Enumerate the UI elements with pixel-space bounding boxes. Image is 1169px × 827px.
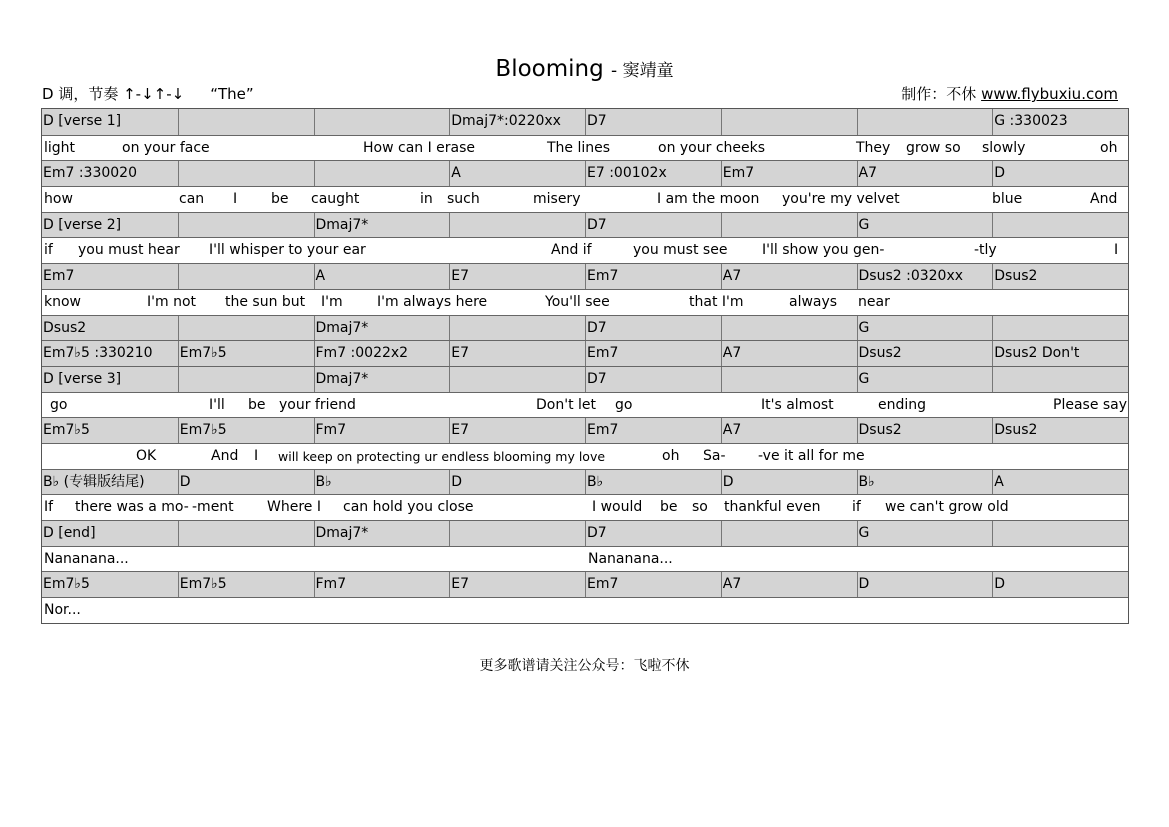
chord-cell: Em7♭5 <box>178 572 314 597</box>
lyric-row <box>42 289 1128 315</box>
artist-name: - 窦靖童 <box>611 61 674 81</box>
lyric-text: I'll show you gen- <box>762 242 885 259</box>
key-rhythm: D 调，节奏 ↑-↓↑-↓ <box>42 85 185 103</box>
chord-cell: D [verse 2] <box>43 216 122 233</box>
chord-cell: Em7 :330020 <box>43 165 138 182</box>
chord-cell: D <box>992 161 1128 186</box>
chord-cell: D7 <box>585 521 721 546</box>
chord-cell: A7 <box>721 264 857 289</box>
chord-cell <box>178 264 314 289</box>
lyric-text: that I'm <box>689 293 744 310</box>
lyric-text: It's almost <box>761 396 834 413</box>
chord-row <box>42 469 1128 495</box>
chord-cell: D7 <box>585 213 721 238</box>
chord-cell: G <box>857 316 993 341</box>
song-tag: “The” <box>210 85 254 103</box>
chord-cell <box>178 367 314 392</box>
chord-cell: B♭ <box>314 470 450 495</box>
chord-cell: A7 <box>721 418 857 443</box>
lyric-text: be <box>271 191 289 208</box>
lyric-text: I'll whisper to your ear <box>209 242 366 259</box>
lyric-text: I <box>233 191 238 208</box>
lyric-text: I'll <box>209 396 225 413</box>
lyric-text: you must see <box>633 242 728 259</box>
lyric-text: can <box>179 191 205 208</box>
chord-cell <box>449 213 585 238</box>
lyric-text: Nananana... <box>588 550 673 567</box>
lyric-text: you're my velvet <box>782 191 900 208</box>
chord-cell: Fm7 <box>314 418 450 443</box>
lyric-text: ending <box>878 396 927 413</box>
chord-cell: Em7♭5 <box>178 341 314 366</box>
lyric-text: I'm always here <box>377 293 488 310</box>
chord-cell: A7 <box>721 572 857 597</box>
lyric-text: I am the moon <box>657 191 760 208</box>
chord-row <box>42 212 1128 238</box>
lyric-text: misery <box>533 191 581 208</box>
title-text: Blooming <box>495 56 604 82</box>
chord-cell: D <box>992 572 1128 597</box>
chord-cell: Dmaj7* <box>314 213 450 238</box>
chord-cell: D [end] <box>43 525 96 541</box>
lyric-text: oh <box>1100 139 1118 156</box>
lyric-text: blue <box>992 191 1023 208</box>
lyric-row <box>42 597 1128 623</box>
lyric-text: there was a mo- <box>75 499 189 516</box>
chord-cell: E7 :00102x <box>585 161 721 186</box>
chord-cell: Em7 <box>721 161 857 186</box>
chord-row <box>42 520 1128 546</box>
lyric-text: in <box>420 191 433 208</box>
chord-cell: Em7 <box>585 264 721 289</box>
lyric-text: we can't grow old <box>885 499 1009 516</box>
lyric-text: go <box>50 396 68 413</box>
chord-cell: D7 <box>585 316 721 341</box>
lyric-text: Nananana... <box>44 550 129 567</box>
chord-row <box>42 263 1128 289</box>
chord-cell <box>721 109 857 135</box>
lyric-text: And <box>211 447 239 464</box>
lyric-text: The lines <box>547 139 611 156</box>
chord-cell: Fm7 <box>314 572 450 597</box>
lyric-text: thankful even <box>724 499 821 516</box>
credit-text: 制作：不休 <box>901 85 977 103</box>
lyric-text: They <box>856 139 891 156</box>
footer-note: 更多歌谱请关注公众号：飞啦不休 <box>479 658 690 674</box>
lyric-text: I <box>254 447 259 464</box>
chord-row <box>42 315 1128 341</box>
chord-cell: Dmaj7* <box>314 316 450 341</box>
chord-cell: Dmaj7* <box>314 367 450 392</box>
chord-cell <box>721 367 857 392</box>
chord-cell: D [verse 3] <box>43 370 122 387</box>
chord-cell: Dsus2 <box>857 418 993 443</box>
lyric-text: so <box>692 499 708 516</box>
chord-cell: Dsus2 Don't <box>992 341 1128 366</box>
lyric-text: And if <box>551 242 592 259</box>
chord-cell: Em7 <box>585 341 721 366</box>
chord-cell: Em7♭5 <box>43 422 90 439</box>
chord-cell: E7 <box>449 264 585 289</box>
chord-cell: Em7♭5 :330210 <box>43 345 153 362</box>
chord-cell <box>178 109 314 135</box>
chord-cell: E7 <box>449 341 585 366</box>
lyric-text: Sa- <box>703 447 726 464</box>
lyric-text: OK <box>136 447 157 464</box>
chord-cell: B♭ (专辑版结尾) <box>43 473 145 490</box>
chord-cell <box>992 367 1128 392</box>
chord-cell: D <box>857 572 993 597</box>
chord-cell: G <box>857 367 993 392</box>
lyric-text: on your face <box>122 139 210 156</box>
chord-cell: G <box>857 521 993 546</box>
lyric-text: caught <box>311 191 360 208</box>
lyric-text: You'll see <box>545 293 610 310</box>
lyric-text: the sun but <box>225 293 306 310</box>
lyric-text: I would <box>592 499 643 516</box>
chord-cell <box>178 521 314 546</box>
chord-cell <box>721 521 857 546</box>
chord-cell <box>178 213 314 238</box>
lyric-text: can hold you close <box>343 499 474 516</box>
lyric-text: slowly <box>982 139 1026 156</box>
lyric-row <box>42 546 1128 572</box>
lyric-text: if <box>44 242 53 259</box>
chord-cell: Dmaj7*:0220xx <box>449 109 585 135</box>
lyric-text: will keep on protecting ur endless blooming my love <box>278 448 606 464</box>
lyric-text: know <box>44 293 81 310</box>
chord-cell <box>178 161 314 186</box>
lyric-text: near <box>858 293 890 310</box>
lyric-text: be <box>248 396 266 413</box>
lyric-text: -ve it all for me <box>758 447 865 464</box>
lyric-row <box>42 135 1128 161</box>
lyric-text: you must hear <box>78 242 180 259</box>
lyric-text: on your cheeks <box>658 139 766 156</box>
chord-cell: Dsus2 <box>992 264 1128 289</box>
chord-row <box>42 417 1128 443</box>
lyric-text: How can I erase <box>363 139 476 156</box>
lyric-row <box>42 494 1128 520</box>
chord-cell: B♭ <box>857 470 993 495</box>
chord-cell: Dsus2 <box>43 319 87 336</box>
chord-cell <box>992 316 1128 341</box>
lyric-text: if <box>852 499 861 516</box>
lyric-text: oh <box>662 447 680 464</box>
credit-info <box>901 84 1118 104</box>
chord-cell: A7 <box>721 341 857 366</box>
chord-cell <box>314 161 450 186</box>
lyric-row <box>42 392 1128 418</box>
chord-row <box>42 366 1128 392</box>
chord-cell: Em7♭5 <box>43 576 90 593</box>
chord-cell: Dsus2 :0320xx <box>857 264 993 289</box>
chord-cell: D <box>721 470 857 495</box>
lyric-text: I <box>1114 242 1119 259</box>
chord-row <box>42 109 1128 135</box>
chord-cell: E7 <box>449 572 585 597</box>
chord-cell: D7 <box>585 367 721 392</box>
song-title <box>0 54 1169 86</box>
website-link[interactable]: www.flybuxiu.com <box>981 85 1118 103</box>
lyric-text: how <box>44 191 73 208</box>
lyric-text: If <box>44 499 54 516</box>
chord-cell: D <box>449 470 585 495</box>
chord-cell <box>314 109 450 135</box>
lyric-row <box>42 443 1128 469</box>
lyric-row <box>42 237 1128 263</box>
lyric-text: Where I <box>267 499 321 516</box>
chord-cell: Em7 <box>585 418 721 443</box>
chord-cell <box>449 521 585 546</box>
lyric-text: such <box>447 191 480 208</box>
chord-cell: A7 <box>857 161 993 186</box>
chord-row <box>42 571 1128 597</box>
chord-cell: Dsus2 <box>857 341 993 366</box>
lyric-text: go <box>615 396 633 413</box>
lyric-text: -tly <box>974 242 997 259</box>
lyric-text: always <box>789 293 838 310</box>
chord-cell <box>449 367 585 392</box>
chord-cell <box>992 213 1128 238</box>
chord-cell: Dmaj7* <box>314 521 450 546</box>
chord-cell: A <box>314 264 450 289</box>
chord-cell: Dsus2 <box>992 418 1128 443</box>
lyric-text: Nor... <box>44 602 81 619</box>
chord-row <box>42 160 1128 186</box>
lyric-text: be <box>660 499 678 516</box>
lyric-text: -ment <box>192 499 234 516</box>
chord-cell: D7 <box>585 109 721 135</box>
chord-row <box>42 340 1128 366</box>
lyric-text: I'm <box>321 293 343 310</box>
chord-cell <box>721 316 857 341</box>
chord-cell <box>857 109 993 135</box>
lyric-text: I'm not <box>147 293 196 310</box>
lyric-text: Don't let <box>536 396 596 413</box>
lyric-text: your friend <box>279 396 356 413</box>
chord-cell <box>449 316 585 341</box>
chord-cell: D <box>178 470 314 495</box>
chord-cell: Em7♭5 <box>178 418 314 443</box>
chord-cell <box>992 521 1128 546</box>
chord-cell: G <box>857 213 993 238</box>
chord-cell: E7 <box>449 418 585 443</box>
lyric-text: Please say <box>1053 396 1128 413</box>
chord-cell: D [verse 1] <box>43 113 122 129</box>
chord-cell: Em7 <box>585 572 721 597</box>
chord-cell: Em7 <box>43 268 75 285</box>
chord-cell: B♭ <box>585 470 721 495</box>
chord-cell: A <box>992 470 1128 495</box>
lyric-text: And <box>1090 191 1118 208</box>
chord-sheet <box>41 108 1129 624</box>
chord-cell <box>721 213 857 238</box>
lyric-row <box>42 186 1128 212</box>
chord-cell: G :330023 <box>992 109 1128 135</box>
chord-cell: A <box>449 161 585 186</box>
chord-cell: Fm7 :0022x2 <box>314 341 450 366</box>
lyric-text: light <box>44 139 76 156</box>
lyric-text: grow so <box>906 139 961 156</box>
key-rhythm-info <box>42 84 254 104</box>
chord-cell <box>178 316 314 341</box>
